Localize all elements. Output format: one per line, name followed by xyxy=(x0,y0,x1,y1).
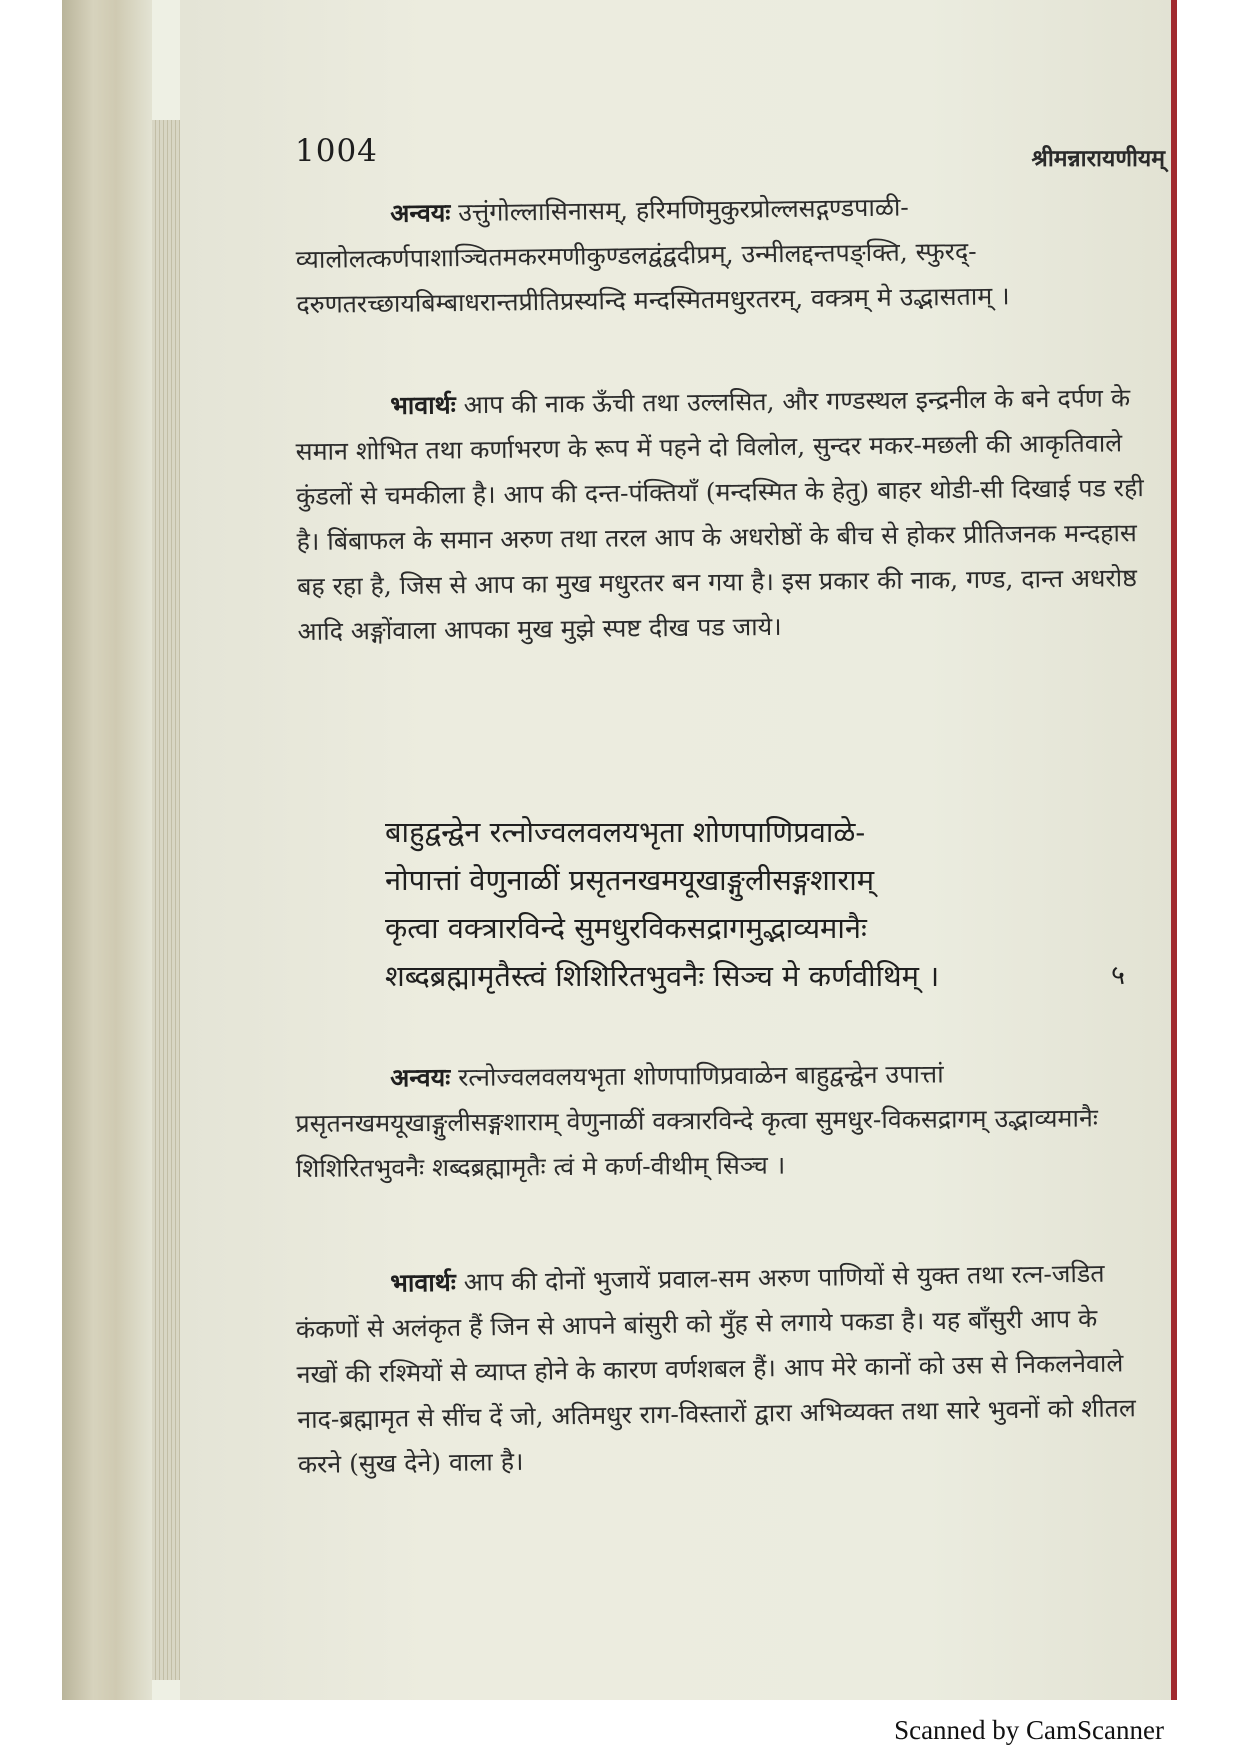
bhavartha-text: आप की दोनों भुजायें प्रवाल-सम अरुण पाणियों से युक्त तथा रत्न-जडित कंकणों से अलंकृत हैं जिन से आपने बांसुरी को मुँह से लगाये पकडा है। यह बाँसुरी आप के नखों की रश्मियों से व्याप्त होने के कारण वर्णशबल हैं। आप मेरे कानों को उस से निकलनेवाले नाद-ब्रह्मामृत से सींच दें जो, अतिमधुर राग-विस्तारों द्वारा अभिव्यक्त तथा सारे भुवनों को शीतल करने (सुख देने) वाला है। xyxy=(295,1258,1137,1479)
page-stack-edges xyxy=(152,120,180,1680)
verse-line: कृत्वा वक्त्रारविन्दे सुमधुरविकसद्रागमुद्भाव्यमानैः xyxy=(385,911,867,945)
bhavartha-label: भावार्थः xyxy=(390,390,456,421)
book-cover-edge xyxy=(1171,0,1177,1700)
anvaya-paragraph-1 xyxy=(295,182,1147,327)
bhavartha-paragraph-2 xyxy=(295,1250,1148,1487)
running-title: श्रीमन्नारायणीयम् xyxy=(1031,145,1165,172)
verse-line: शब्दब्रह्मामृतैस्त्वं शिशिरितभुवनैः सिञ्च मे कर्णवीथिम् । xyxy=(385,959,940,993)
book-spine-edge xyxy=(62,0,152,1700)
bhavartha-text: आप की नाक ऊँची तथा उल्लसित, और गण्डस्थल इन्द्रनील के बने दर्पण के समान शोभित तथा कर्णाभरण के रूप में पहने दो विलोल, सुन्दर मकर-मछली की आकृतिवाले कुंडलों से चमकीला है। आप की दन्त-पंक्तियाँ (मन्दस्मित के हेतु) बाहर थोडी-सी दिखाई पड रही है। बिंबाफल के समान अरुण तथा तरल आप के अधरोष्ठों के बीच से होकर प्रीतिजनक मन्दहास बह रहा है, जिस से आप का मुख मधुरतर बन गया है। इस प्रकार की नाक, गण्ड, दान्त अधरोष्ठ आदि अङ्गोंवाला आपका मुख मुझे स्पष्ट दीख पड जाये। xyxy=(295,383,1144,646)
anvaya-label: अन्वयः xyxy=(390,1062,451,1093)
page-number: 1004 xyxy=(295,133,378,169)
bhavartha-paragraph-1 xyxy=(295,375,1148,654)
scanner-watermark: Scanned by CamScanner xyxy=(894,1715,1164,1745)
bhavartha-label: भावार्थः xyxy=(390,1267,456,1298)
verse-line: नोपात्तां वेणुनाळीं प्रसृतनखमयूखाङ्गुलीसङ्गशाराम् xyxy=(385,863,875,897)
page-header xyxy=(295,133,1165,177)
verse-line: बाहुद्वन्द्वेन रत्नोज्वलवलयभृता शोणपाणिप्रवाळे- xyxy=(385,815,866,849)
verse-number: ५ xyxy=(1110,960,1125,991)
verse-block xyxy=(385,808,1155,1000)
anvaya-text: उत्तुंगोल्लासिनासम्, हरिमणिमुकुरप्रोल्लसद्गण्डपाळी-व्यालोलत्कर्णपाशाञ्चितमकरमणीकुण्डलद्वंद्वदीप्रम्, उन्मीलद्दन्तपङ्क्ति, स्फुरद्-दरुणतरच्छायबिम्बाधरान्तप्रीतिप्रस्यन्दि मन्दस्मितमधुरतरम्, वक्त्रम् मे उद्भासताम् । xyxy=(295,192,1010,319)
anvaya-text: रत्नोज्वलवलयभृता शोणपाणिप्रवाळेन बाहुद्वन्द्वेन उपात्तां प्रसृतनखमयूखाङ्गुलीसङ्गशाराम् वेणुनाळीं वक्त्रारविन्दे कृत्वा सुमधुर-विकसद्रागम् उद्भाव्यमानैः शिशिरितभुवनैः शब्दब्रह्मामृतैः त्वं मे कर्ण-वीथीम् सिञ्च । xyxy=(295,1059,1098,1183)
anvaya-label: अन्वयः xyxy=(390,198,451,228)
anvaya-paragraph-2 xyxy=(295,1050,1146,1191)
